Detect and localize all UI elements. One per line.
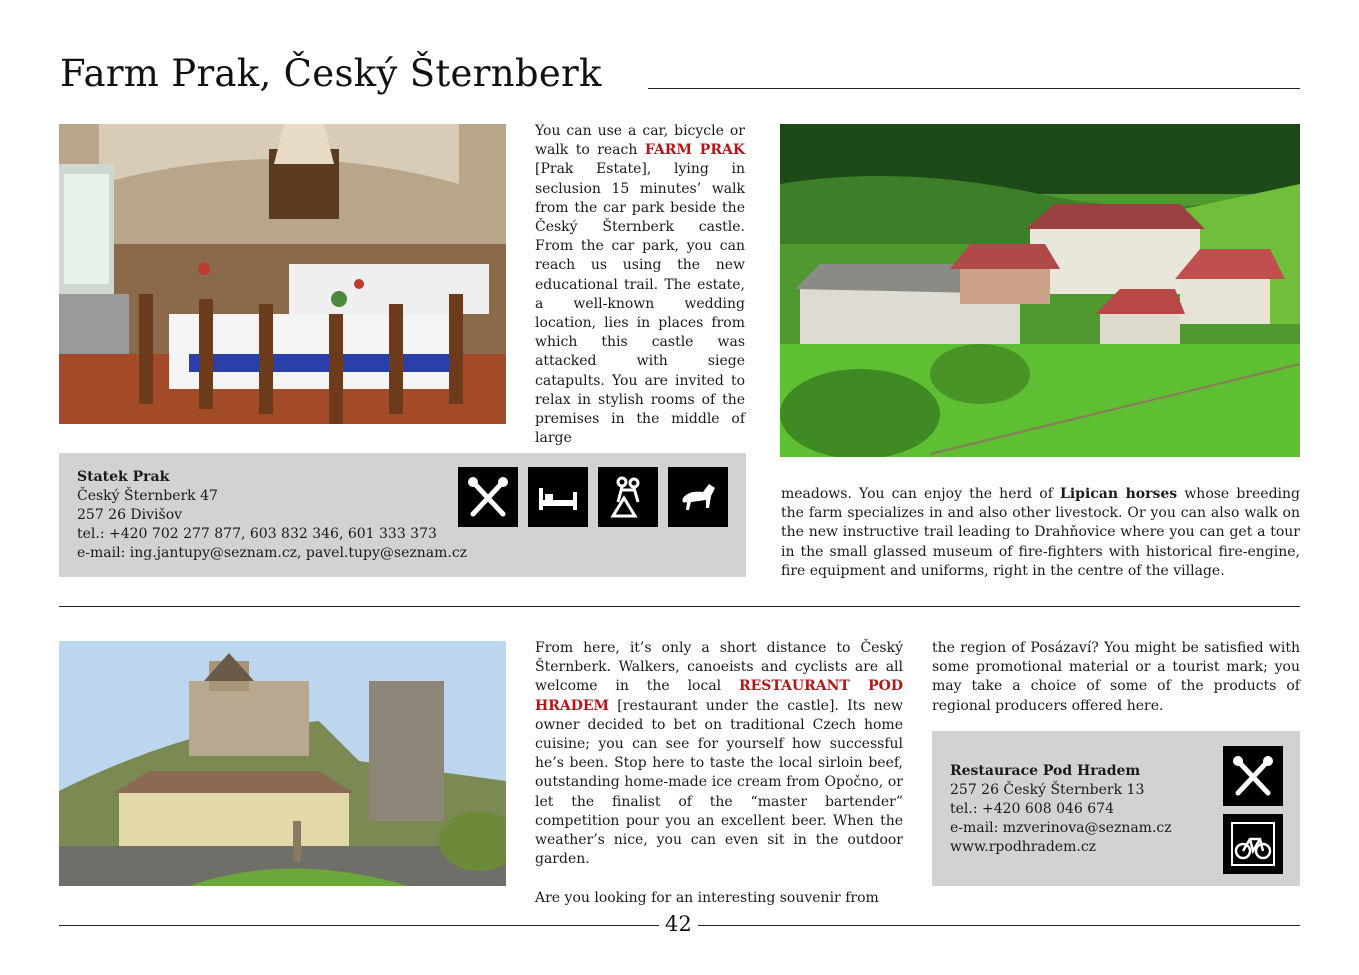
restaurant-intro-paragraph: From here, it’s only a short distance to Český Šternberk. Walkers, canoeists and cyclists are all welcome in the local RESTAURANT POD HRADEM [restaurant under the castle]. Its new owner decided to bet on traditional Czech home cuisine; you can see for yourself how successful he’s been. Stop here to taste the local sirloin beef, outstanding home-made ice cream from Opočno, or let the finalist of the “master bartender” competition pour you an excellent beer. When the weather’s nice, you can even sit in the outdoor garden. xyxy=(535,640,903,868)
farm-contact-street: Český Šternberk 47 xyxy=(77,488,218,504)
dining-room-photo xyxy=(59,124,506,424)
page-title: Farm Prak, Český Šternberk xyxy=(60,52,602,95)
farm-intro-paragraph: You can use a car, bicycle or walk to reach FARM PRAK [Prak Estate], lying in seclusion 15 minutes’ walk from the car park beside the Český Šternberk castle. From the car park, you can reach us using the new educational trail. The estate, a well-known wedding location, lies in places from which this castle was attacked with siege catapults. You are invited to relax in stylish rooms of the premises in the middle of large xyxy=(535,123,745,447)
restaurant-contact-box xyxy=(932,731,1300,886)
lipican-horses-bold: Lipican horses xyxy=(1060,486,1178,502)
restaurant-contact-address: 257 26 Český Šternberk 13 xyxy=(950,782,1145,798)
souvenir-paragraph: Are you looking for an interesting souvenir from xyxy=(535,889,879,906)
farm-continued-text xyxy=(781,485,1300,581)
farm-contact-email: e-mail: ing.jantupy@seznam.cz, pavel.tupy@seznam.cz xyxy=(77,545,468,561)
restaurant-contact-phone: tel.: +420 608 046 674 xyxy=(950,801,1114,817)
fork-knife-icon xyxy=(458,467,518,527)
page-number: 42 xyxy=(659,912,698,936)
castle-photo xyxy=(59,641,506,886)
restaurant-intro-text xyxy=(535,639,903,908)
restaurant-continued-text xyxy=(932,639,1300,716)
restaurant-contact-email: e-mail: mzverinova@seznam.cz xyxy=(950,820,1172,836)
restaurant-pod-hradem-highlight: RESTAURANT POD HRADEM xyxy=(535,678,903,714)
farm-continued-paragraph: meadows. You can enjoy the herd of Lipican horses whose breeding the farm specializes in and also other livestock. Or you can also walk on the new instructive trail leading to Drahňovice where you can get a tour in the small glassed museum of fire-fighters with historical fire-engine, fire equipment and uniforms, right in the centre of the village. xyxy=(781,486,1300,579)
fork-knife-icon xyxy=(1223,746,1283,806)
restaurant-continued-paragraph: the region of Posázaví? You might be satisfied with some promotional material or a tourist mark; you may take a choice of some of the products of regional producers offered here. xyxy=(932,640,1300,714)
section-separator xyxy=(59,606,1300,607)
bicycle-icon xyxy=(1223,814,1283,874)
horse-icon xyxy=(668,467,728,527)
restaurant-contact-name: Restaurace Pod Hradem xyxy=(950,763,1141,779)
restaurant-contact-web: www.rpodhradem.cz xyxy=(950,839,1097,855)
bed-icon xyxy=(528,467,588,527)
title-rule xyxy=(648,88,1300,89)
farm-aerial-photo xyxy=(780,124,1300,457)
farm-contact-phone: tel.: +420 702 277 877, 603 832 346, 601 333 373 xyxy=(77,526,437,542)
farm-intro-text xyxy=(535,122,745,448)
farm-prak-highlight: FARM PRAK xyxy=(644,142,745,159)
farm-contact-city: 257 26 Divišov xyxy=(77,507,183,523)
farm-contact-name: Statek Prak xyxy=(77,469,170,485)
farm-contact-box xyxy=(59,453,746,577)
wedding-dance-icon xyxy=(598,467,658,527)
